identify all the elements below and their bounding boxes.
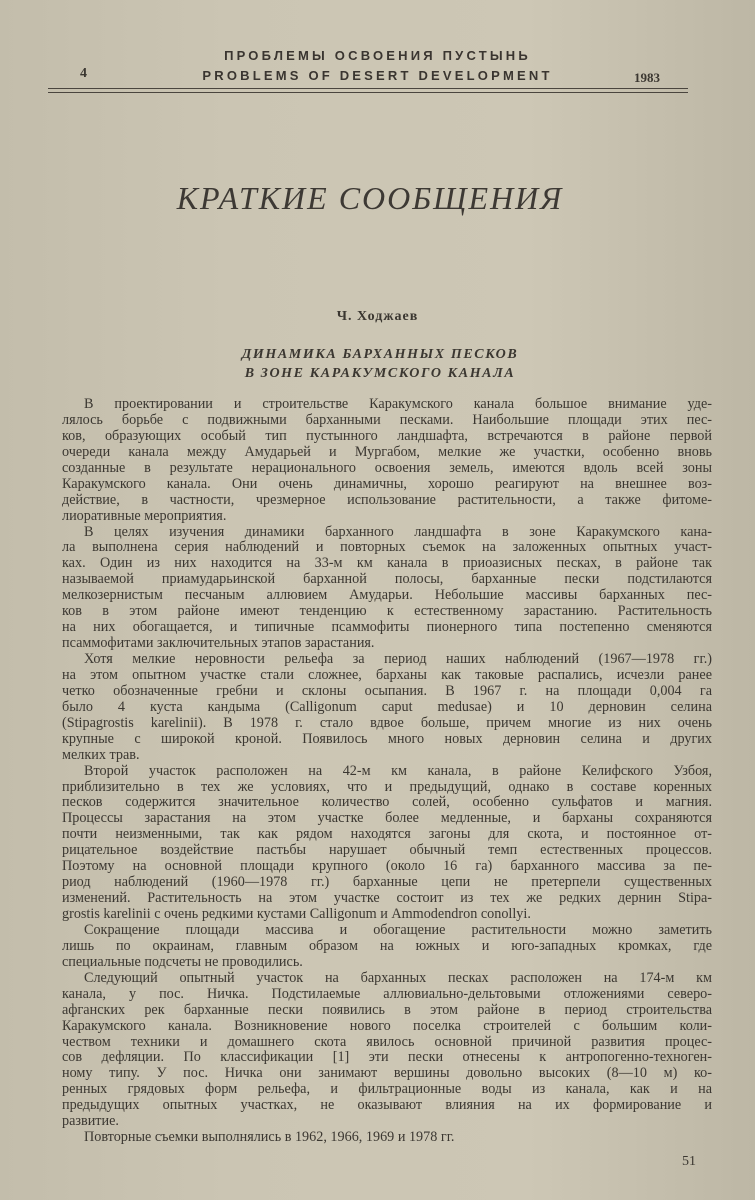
paragraph-line: лялось борьбе с подвижными барханными песками. Наибольшие площади этих пес- xyxy=(62,411,712,428)
paragraph-line: мелких трав. xyxy=(62,746,140,763)
paragraph-line: рицательное воздействие пастьбы нарушает обычный темп естественных процессов. xyxy=(62,842,712,859)
paragraph-line: В целях изучения динамики барханного ландшафта в зоне Каракумского кана- xyxy=(84,523,712,540)
paragraph-line: крупные с широкой кроной. Появилось много новых дерновин селина и других xyxy=(62,730,712,747)
header-rule-secondary xyxy=(48,92,688,93)
journal-year: 1983 xyxy=(634,70,660,85)
paragraph-line: Повторные съемки выполнялись в 1962, 1966, 1969 и 1978 гг. xyxy=(84,1129,455,1146)
paragraph-line: Каракумского канала. Возникновение нового поселка строителей с большим коли- xyxy=(62,1017,712,1034)
paragraph-line: лишь по окраинам, главным образом на южных и юго-западных кромках, где xyxy=(62,937,712,954)
paragraph-line: ков, образующих особый тип пустынного ландшафта, встречаются в районе первой xyxy=(62,427,712,444)
paragraph-line: Второй участок расположен на 42-м км канала, в районе Келифского Узбоя, xyxy=(84,762,712,779)
paragraph-line: афганских рек барханные пески появились в этом районе в период строительства xyxy=(62,1001,712,1018)
article-body xyxy=(62,397,712,1146)
paragraph xyxy=(62,764,712,923)
paragraph-line: grostis karelinii с очень редкими кустами Calligonum и Ammodendron conollyi. xyxy=(62,906,531,922)
page-number: 51 xyxy=(682,1154,696,1169)
paragraph xyxy=(62,525,712,653)
article-title-line: ДИНАМИКА БАРХАННЫХ ПЕСКОВ xyxy=(241,347,519,362)
paragraph xyxy=(62,971,712,1130)
paragraph-line: четко обозначенные гребни и склоны осыпания. В 1967 г. на площади 0,004 га xyxy=(62,682,712,699)
paragraph-line: мелкозернистым песчаным аллювием Амударьи. Небольшие массивы барханных пес- xyxy=(62,587,712,604)
paragraph-line: на них обогащается, и типичные псаммофиты пионерного типа постепенно сменяются xyxy=(62,619,712,636)
paragraph-line: псаммофитами заключительных этапов зарастания. xyxy=(62,635,375,652)
paragraph-line: лиоративные мероприятия. xyxy=(62,507,227,524)
paragraph-line: Сокращение площади массива и обогащение растительности можно заметить xyxy=(84,921,712,938)
paragraph-line: ков в этом районе имеют тенденцию к естественному зарастанию. Растительность xyxy=(62,603,712,620)
paragraph-line: сов дефляции. По классификации [1] эти пески отнесены к антропогенно-техноген- xyxy=(62,1049,712,1066)
paragraph-line: ках. Один из них находится на 33-м км канала в приоазисных песках, в районе так xyxy=(62,555,712,572)
paragraph-line: Каракумского канала. Они очень динамичны, хорошо реагируют на внешнее воз- xyxy=(62,475,712,492)
paragraph-line: Хотя мелкие неровности рельефа за период наших наблюдений (1967—1978 гг.) xyxy=(84,651,712,667)
paragraph-line: Поэтому на основной площади крупного (около 16 га) барханного массива за пе- xyxy=(62,858,712,875)
paragraph-line: очереди канала между Амударьей и Мургабом, мелкие же участки, особенно вновь xyxy=(62,443,712,460)
article-author: Ч. Ходжаев xyxy=(336,309,419,324)
paragraph-line: В проектировании и строительстве Каракумского канала большое внимание уде- xyxy=(84,396,712,412)
paragraph xyxy=(62,1130,712,1146)
paragraph-line: изменений. Растительность на этом участке состоит из тех же редких дернин Stipa- xyxy=(62,890,712,907)
paragraph xyxy=(62,397,712,525)
paragraph-line: ному типу. У пос. Ничка они занимают вершины довольно высоких (8—10 м) ко- xyxy=(62,1065,712,1082)
section-title: КРАТКИЕ СООБЩЕНИЯ xyxy=(176,180,564,216)
journal-title-en: PROBLEMS OF DESERT DEVELOPMENT xyxy=(202,68,553,83)
paragraph-line: называемой приамударьинской барханной полосы, барханные пески подстилаются xyxy=(62,571,712,588)
paragraph-line: чеством техники и домашнего скота явилось основной причиной развития процес- xyxy=(62,1033,712,1050)
paragraph-line: Процессы зарастания на этом участке более медленные, и барханы сохраняются xyxy=(62,810,712,827)
paragraph-line: почти неизменными, так как рядом находятся загоны для скота, и постоянное от- xyxy=(62,826,712,843)
header-rule xyxy=(48,88,688,89)
paragraph-line: созданные в результате нерационального освоения земель, имеются вдоль всей зоны xyxy=(62,459,712,476)
paragraph-line: было 4 куста кандыма (Calligonum caput medusae) и 10 дерновин селина xyxy=(62,698,712,715)
paragraph-line: на этом опытном участке стали сложнее, барханы как таковые распались, исчезли ранее xyxy=(62,666,712,683)
paragraph-line: канала, у пос. Ничка. Подстилаемые аллювиально-дельтовыми отложениями северо- xyxy=(62,985,712,1002)
paragraph-line: песков содержится значительное количество солей, особенно сульфатов и магния. xyxy=(62,794,712,811)
paragraph-line: развитие. xyxy=(62,1113,119,1130)
issue-number: 4 xyxy=(80,66,87,81)
journal-title-ru: ПРОБЛЕМЫ ОСВОЕНИЯ ПУСТЫНЬ xyxy=(224,48,531,63)
paragraph-line: (Stipagrostis karelinii). В 1978 г. стало вдвое больше, причем многие из них очень xyxy=(62,714,712,731)
paragraph-line: ла выполнена серия наблюдений и повторных съемок на заложенных опытных участ- xyxy=(62,539,712,556)
paragraph-line: риод наблюдений (1960—1978 гг.) барханные цепи не претерпели существенных xyxy=(62,874,712,891)
paragraph-line: ренных грядовых форм рельефа, и фильтрационные воды из канала, как и на xyxy=(62,1081,712,1098)
paragraph xyxy=(62,652,712,764)
paragraph-line: приблизительно в тех же условиях, что и предыдущий, однако в составе коренных xyxy=(62,778,712,795)
paragraph-line: Следующий опытный участок на барханных песках расположен на 174-м км xyxy=(84,969,712,986)
paragraph-line: специальные подсчеты не проводились. xyxy=(62,953,303,970)
article-title-line: В ЗОНЕ КАРАКУМСКОГО КАНАЛА xyxy=(244,366,516,381)
paragraph-line: предыдущих опытных участках, не оказывают влияния на их формирование и xyxy=(62,1097,712,1114)
paragraph-line: действие, в частности, чрезмерное использование растительности, а также фитоме- xyxy=(62,491,712,508)
paragraph xyxy=(62,923,712,971)
